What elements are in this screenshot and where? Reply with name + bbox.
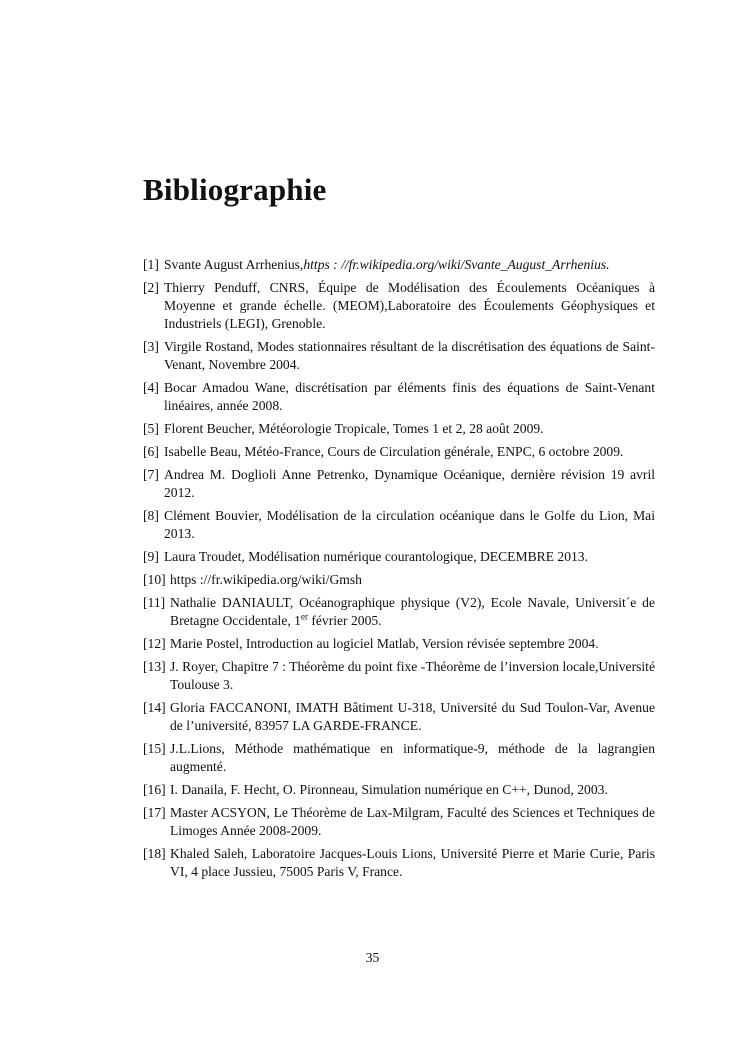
entry-number: [1] [143, 257, 159, 272]
bibliography-entry [143, 781, 655, 799]
entry-link[interactable]: https : //fr.wikipedia.org/wiki/Svante_August_Arrhenius. [303, 257, 610, 272]
page-title: Bibliographie [143, 172, 327, 207]
entry-number: [12] [143, 636, 166, 651]
entry-number: [17] [143, 805, 166, 820]
entry-number: [2] [143, 280, 159, 295]
entry-text: J. Royer, Chapitre 7 : Théorème du point fixe -Théorème de l’inversion locale,Université Toulouse 3. [170, 659, 655, 692]
entry-text: Khaled Saleh, Laboratoire Jacques-Louis Lions, Université Pierre et Marie Curie, Paris VI, 4 place Jussieu, 75005 Paris V, France. [170, 846, 655, 879]
bibliography-entry [143, 338, 655, 374]
entry-number: [4] [143, 380, 159, 395]
entry-text: Clément Bouvier, Modélisation de la circulation océanique dans le Golfe du Lion, Mai 2013. [164, 508, 655, 541]
entry-text: Virgile Rostand, Modes stationnaires résultant de la discrétisation des équations de Saint-Venant, Novembre 2004. [164, 339, 655, 372]
bibliography-entry [143, 379, 655, 415]
entry-text: Laura Troudet, Modélisation numérique courantologique, DECEMBRE 2013. [164, 549, 588, 564]
entry-text: Svante August Arrhenius, [164, 257, 304, 272]
bibliography-entry [143, 507, 655, 543]
bibliography-list [143, 256, 655, 886]
entry-text: J.L.Lions, Méthode mathématique en informatique-9, méthode de la lagrangien augmenté. [170, 741, 655, 774]
entry-number: [13] [143, 659, 166, 674]
entry-text: Gloria FACCANONI, IMATH Bâtiment U-318, Université du Sud Toulon-Var, Avenue de l’université, 83957 LA GARDE-FRANCE. [170, 700, 655, 733]
entry-text: I. Danaila, F. Hecht, O. Pironneau, Simulation numérique en C++, Dunod, 2003. [170, 782, 608, 797]
entry-number: [6] [143, 444, 159, 459]
bibliography-entry [143, 699, 655, 735]
entry-text: février 2005. [307, 613, 382, 628]
bibliography-entry [143, 256, 724, 274]
entry-number: [14] [143, 700, 166, 715]
bibliography-entry [143, 658, 655, 694]
entry-number: [10] [143, 572, 166, 587]
bibliography-entry [143, 740, 655, 776]
entry-number: [5] [143, 421, 159, 436]
bibliography-entry [143, 845, 655, 881]
entry-number: [9] [143, 549, 159, 564]
entry-number: [7] [143, 467, 159, 482]
bibliography-entry [143, 635, 655, 653]
entry-number: [15] [143, 741, 166, 756]
bibliography-entry [143, 279, 655, 333]
entry-text: Florent Beucher, Météorologie Tropicale, Tomes 1 et 2, 28 août 2009. [164, 421, 544, 436]
entry-number: [16] [143, 782, 166, 797]
entry-text: Andrea M. Doglioli Anne Petrenko, Dynamique Océanique, dernière révision 19 avril 2012. [164, 467, 655, 500]
bibliography-entry [143, 420, 655, 438]
entry-text: Nathalie DANIAULT, Océanographique physique (V2), Ecole Navale, Universit´e de Bretagne Occidentale, 1 [170, 595, 655, 628]
entry-text: Master ACSYON, Le Théorème de Lax-Milgram, Faculté des Sciences et Techniques de Limoges Année 2008-2009. [170, 805, 655, 838]
entry-number: [11] [143, 595, 166, 610]
bibliography-entry [143, 571, 655, 589]
bibliography-entry [143, 594, 655, 630]
entry-text: Isabelle Beau, Météo-France, Cours de Circulation générale, ENPC, 6 octobre 2009. [164, 444, 624, 459]
bibliography-entry [143, 443, 655, 461]
entry-text: Marie Postel, Introduction au logiciel Matlab, Version révisée septembre 2004. [170, 636, 599, 651]
entry-text: Bocar Amadou Wane, discrétisation par éléments finis des équations de Saint-Venant linéaires, année 2008. [164, 380, 655, 413]
entry-number: [3] [143, 339, 159, 354]
bibliography-entry [143, 804, 655, 840]
entry-text: Thierry Penduff, CNRS, Équipe de Modélisation des Écoulements Océaniques à Moyenne et grande échelle. (MEOM),Laboratoire des Écoulements Géophysiques et Industriels (LEGI), Grenoble. [164, 280, 655, 331]
superscript: er [300, 611, 308, 622]
bibliography-entry [143, 466, 655, 502]
bibliography-entry [143, 548, 655, 566]
page-number: 35 [365, 950, 380, 965]
entry-number: [18] [143, 846, 166, 861]
entry-link[interactable]: https ://fr.wikipedia.org/wiki/Gmsh [170, 572, 362, 587]
entry-number: [8] [143, 508, 159, 523]
